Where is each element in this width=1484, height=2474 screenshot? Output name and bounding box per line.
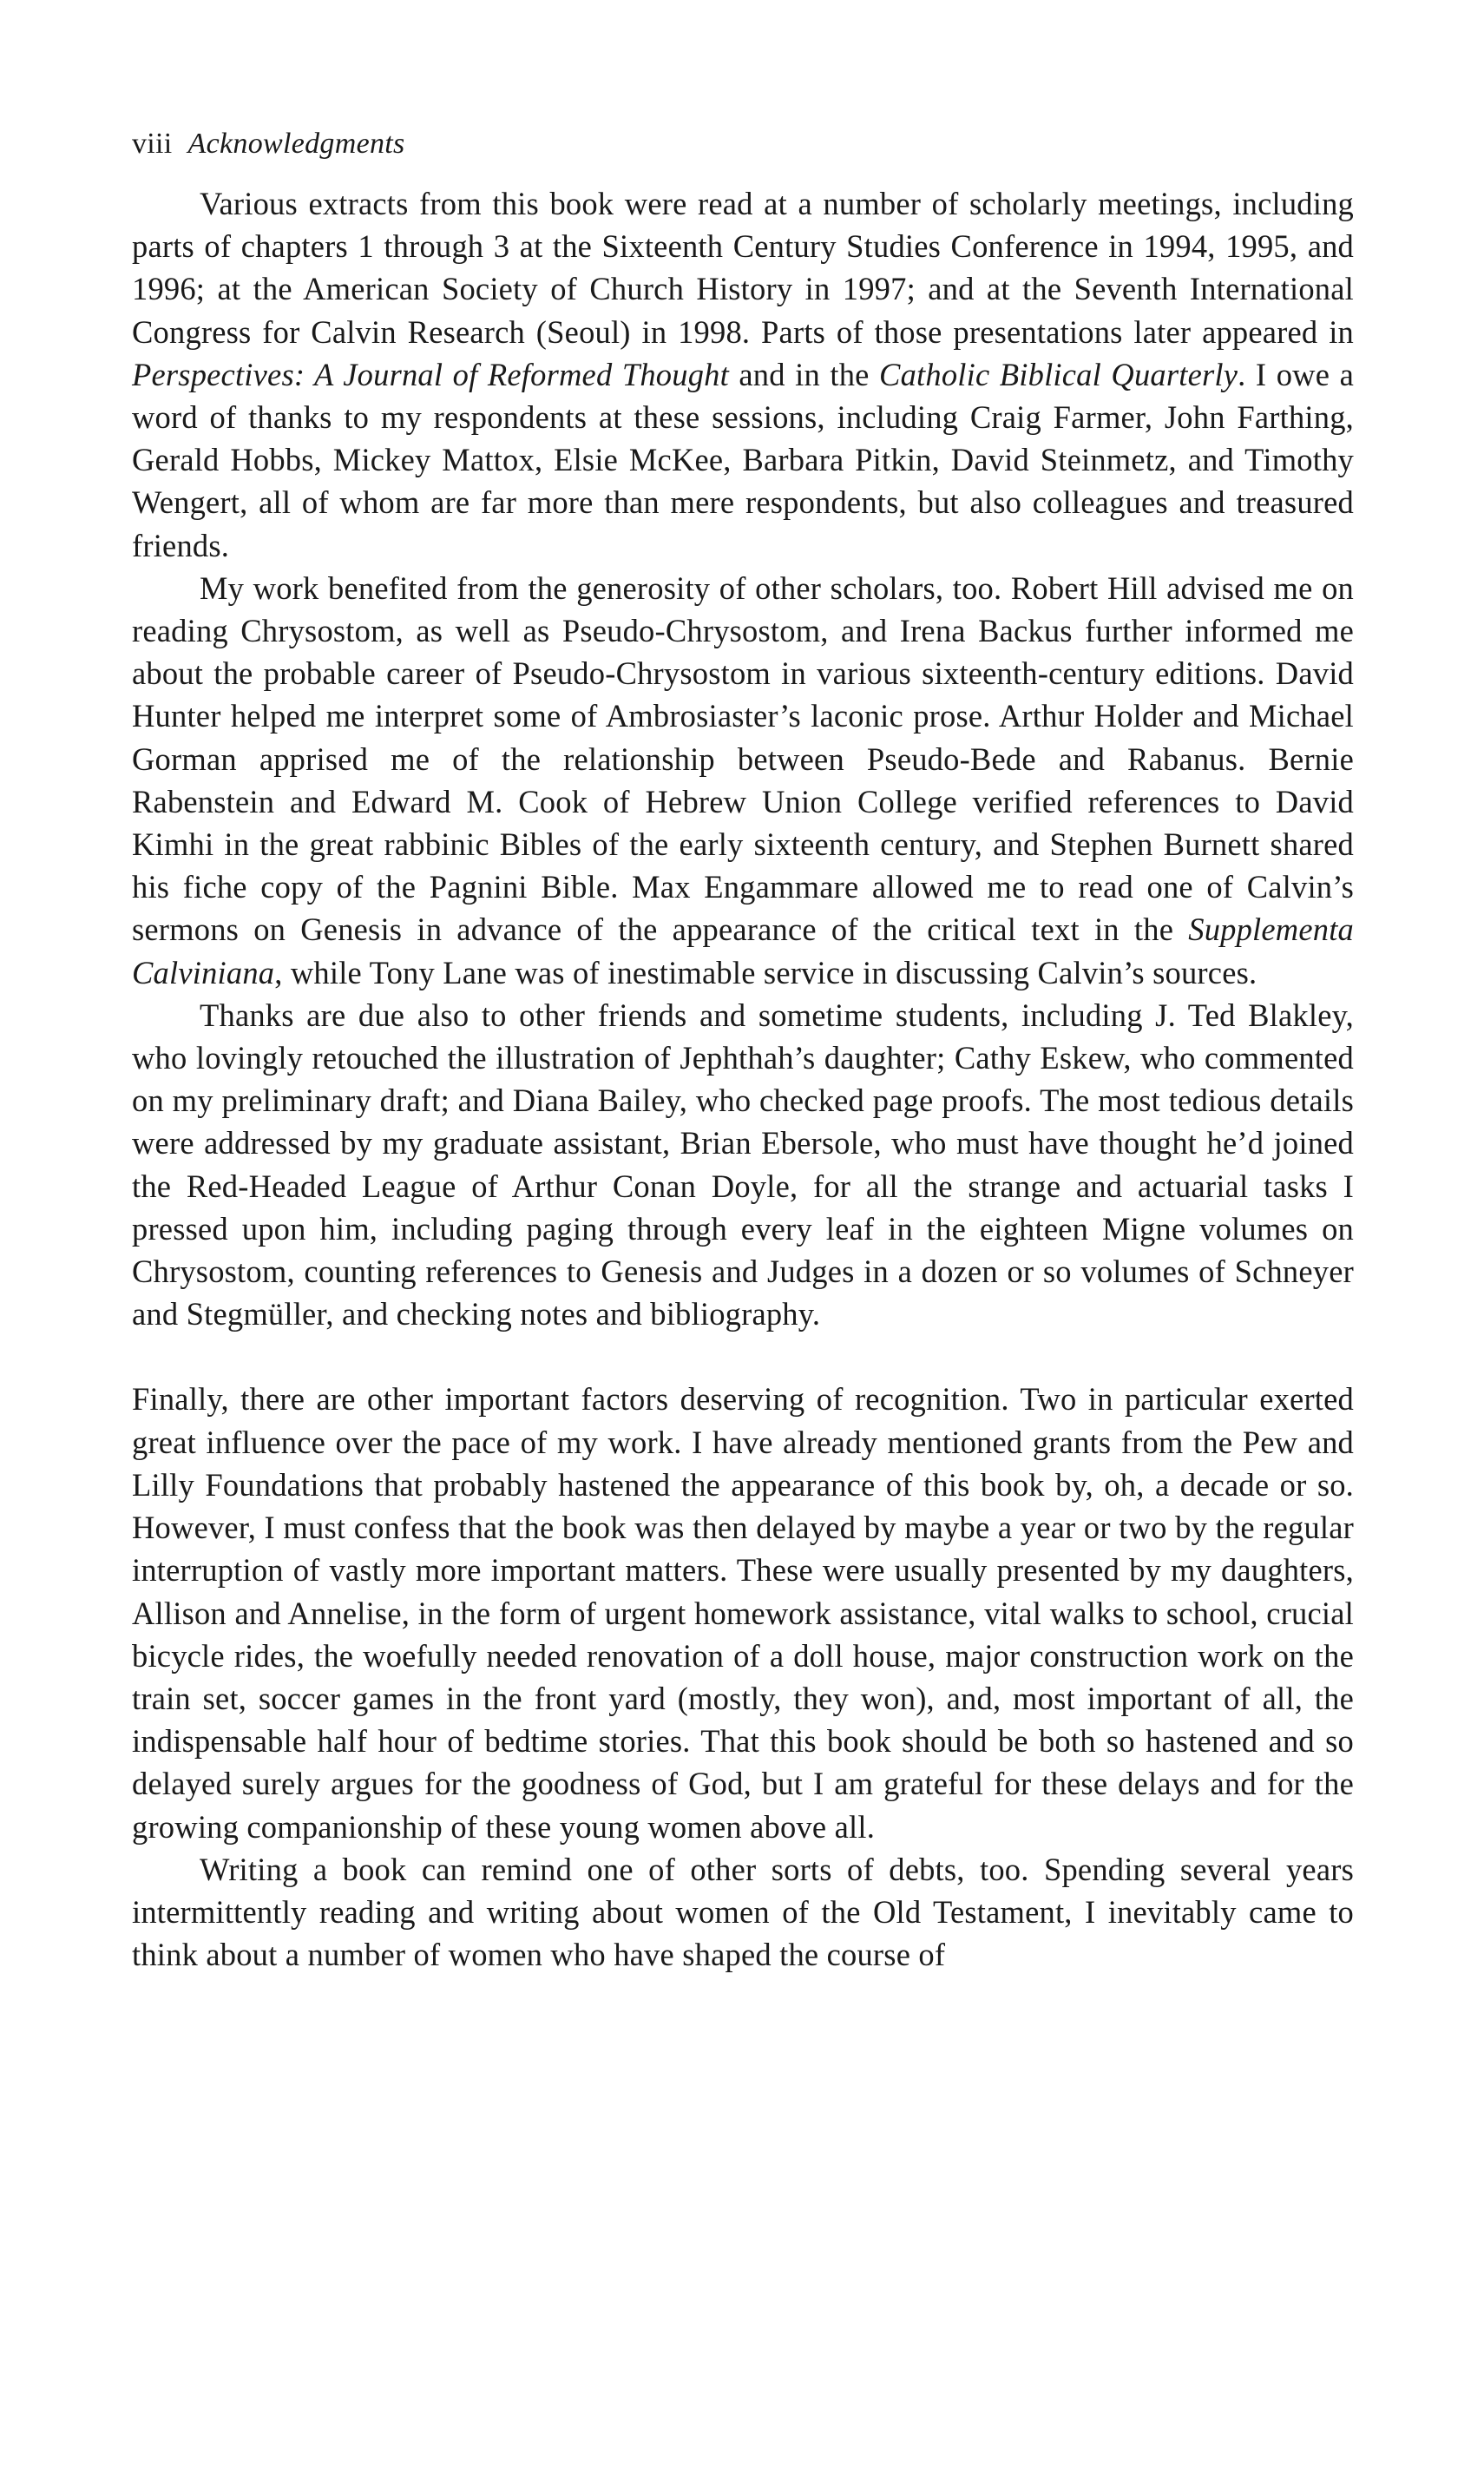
running-head	[132, 127, 1354, 161]
paragraph-text: , while Tony Lane was of inestimable service in discussing Calvin’s sources.	[274, 954, 1257, 990]
book-title-supplementa: Supplementa Calviniana	[132, 911, 1354, 990]
paragraph-text: Finally, there are other important factors deserving of recognition. Two in particular exerted great influence over the pace of my work. I have already mentioned grants from the Pew and Lilly Foundations that probably hastened the appearance of this book by, oh, a decade or so. However, I must confess that the book was then delayed by maybe a year or two by the regular interruption of vastly more important matters. These were usually presented by my daughters, Allison and Annelise, in the form of urgent homework assistance, vital walks to school, crucial bicycle rides, the woefully needed renovation of a doll house, major construction work on the train set, soccer games in the front yard (mostly, they won), and, most important of all, the indispensable half hour of bedtime stories. That this book should be both so hastened and so delayed surely argues for the goodness of God, but I am grateful for these delays and for the growing companionship of these young women above all.	[132, 1381, 1354, 1845]
paragraph-scholarly-meetings	[132, 182, 1354, 567]
paragraph-other-debts	[132, 1848, 1354, 1977]
running-head-title: Acknowledgments	[187, 128, 405, 160]
paragraph-text: My work benefited from the generosity of other scholars, too. Robert Hill advised me on reading Chrysostom, as well as Pseudo-Chrysostom, and Irena Backus further informed me about the probable career of Pseudo-Chrysostom in various sixteenth-century editions. David Hunter helped me interpret some of Ambrosiaster’s laconic prose. Arthur Holder and Michael Gorman apprised me of the relationship between Pseudo-Bede and Rabanus. Bernie Rabenstein and Edward M. Cook of Hebrew Union College verified references to David Kimhi in the great rabbinic Bibles of the early sixteenth century, and Stephen Burnett shared his fiche copy of the Pagnini Bible. Max Engammare allowed me to read one of Calvin’s sermons on Genesis in advance of the appearance of the critical text in the	[132, 569, 1354, 948]
body-text	[132, 182, 1354, 1976]
paragraph-friends-students	[132, 994, 1354, 1336]
paragraph-text: and in the	[728, 356, 880, 392]
paragraph-text: Thanks are due also to other friends and sometime students, including J. Ted Blakley, who lovingly retouched the illustration of Jephthah’s daughter; Cathy Eskew, who commented on my preliminary draft; and Diana Bailey, who checked page proofs. The most tedious details were addressed by my graduate assistant, Brian Ebersole, who must have thought he’d joined the Red-Headed League of Arthur Conan Doyle, for all the strange and actuarial tasks I pressed upon him, including paging through every leaf in the eighteen Migne volumes on Chrysostom, counting references to Genesis and Judges in a dozen or so volumes of Schneyer and Stegmüller, and checking notes and bibliography.	[132, 997, 1354, 1332]
page-number: viii	[132, 128, 173, 160]
page-content	[132, 127, 1354, 1976]
journal-title-perspectives: Perspectives: A Journal of Reformed Thought	[132, 356, 729, 392]
paragraph-text: . I owe a word of thanks to my respondents at these sessions, including Craig Farmer, John Farthing, Gerald Hobbs, Mickey Mattox, Elsie McKee, Barbara Pitkin, David Steinmetz, and Timothy Wengert, all of whom are far more than mere respondents, but also colleagues and treasured friends.	[132, 356, 1354, 563]
paragraph-finally	[132, 1378, 1354, 1847]
paragraph-text: Writing a book can remind one of other sorts of debts, too. Spending several years intermittently reading and writing about women of the Old Testament, I inevitably came to think about a number of women who have shaped the course of	[132, 1851, 1354, 1973]
journal-title-cbq: Catholic Biblical Quarterly	[879, 356, 1238, 392]
paragraph-other-scholars	[132, 567, 1354, 994]
paragraph-text: Various extracts from this book were read at a number of scholarly meetings, including parts of chapters 1 through 3 at the Sixteenth Century Studies Conference in 1994, 1995, and 1996; at the American Society of Church History in 1997; and at the Seventh International Congress for Calvin Research (Seoul) in 1998. Parts of those presentations later appeared in	[132, 186, 1354, 350]
